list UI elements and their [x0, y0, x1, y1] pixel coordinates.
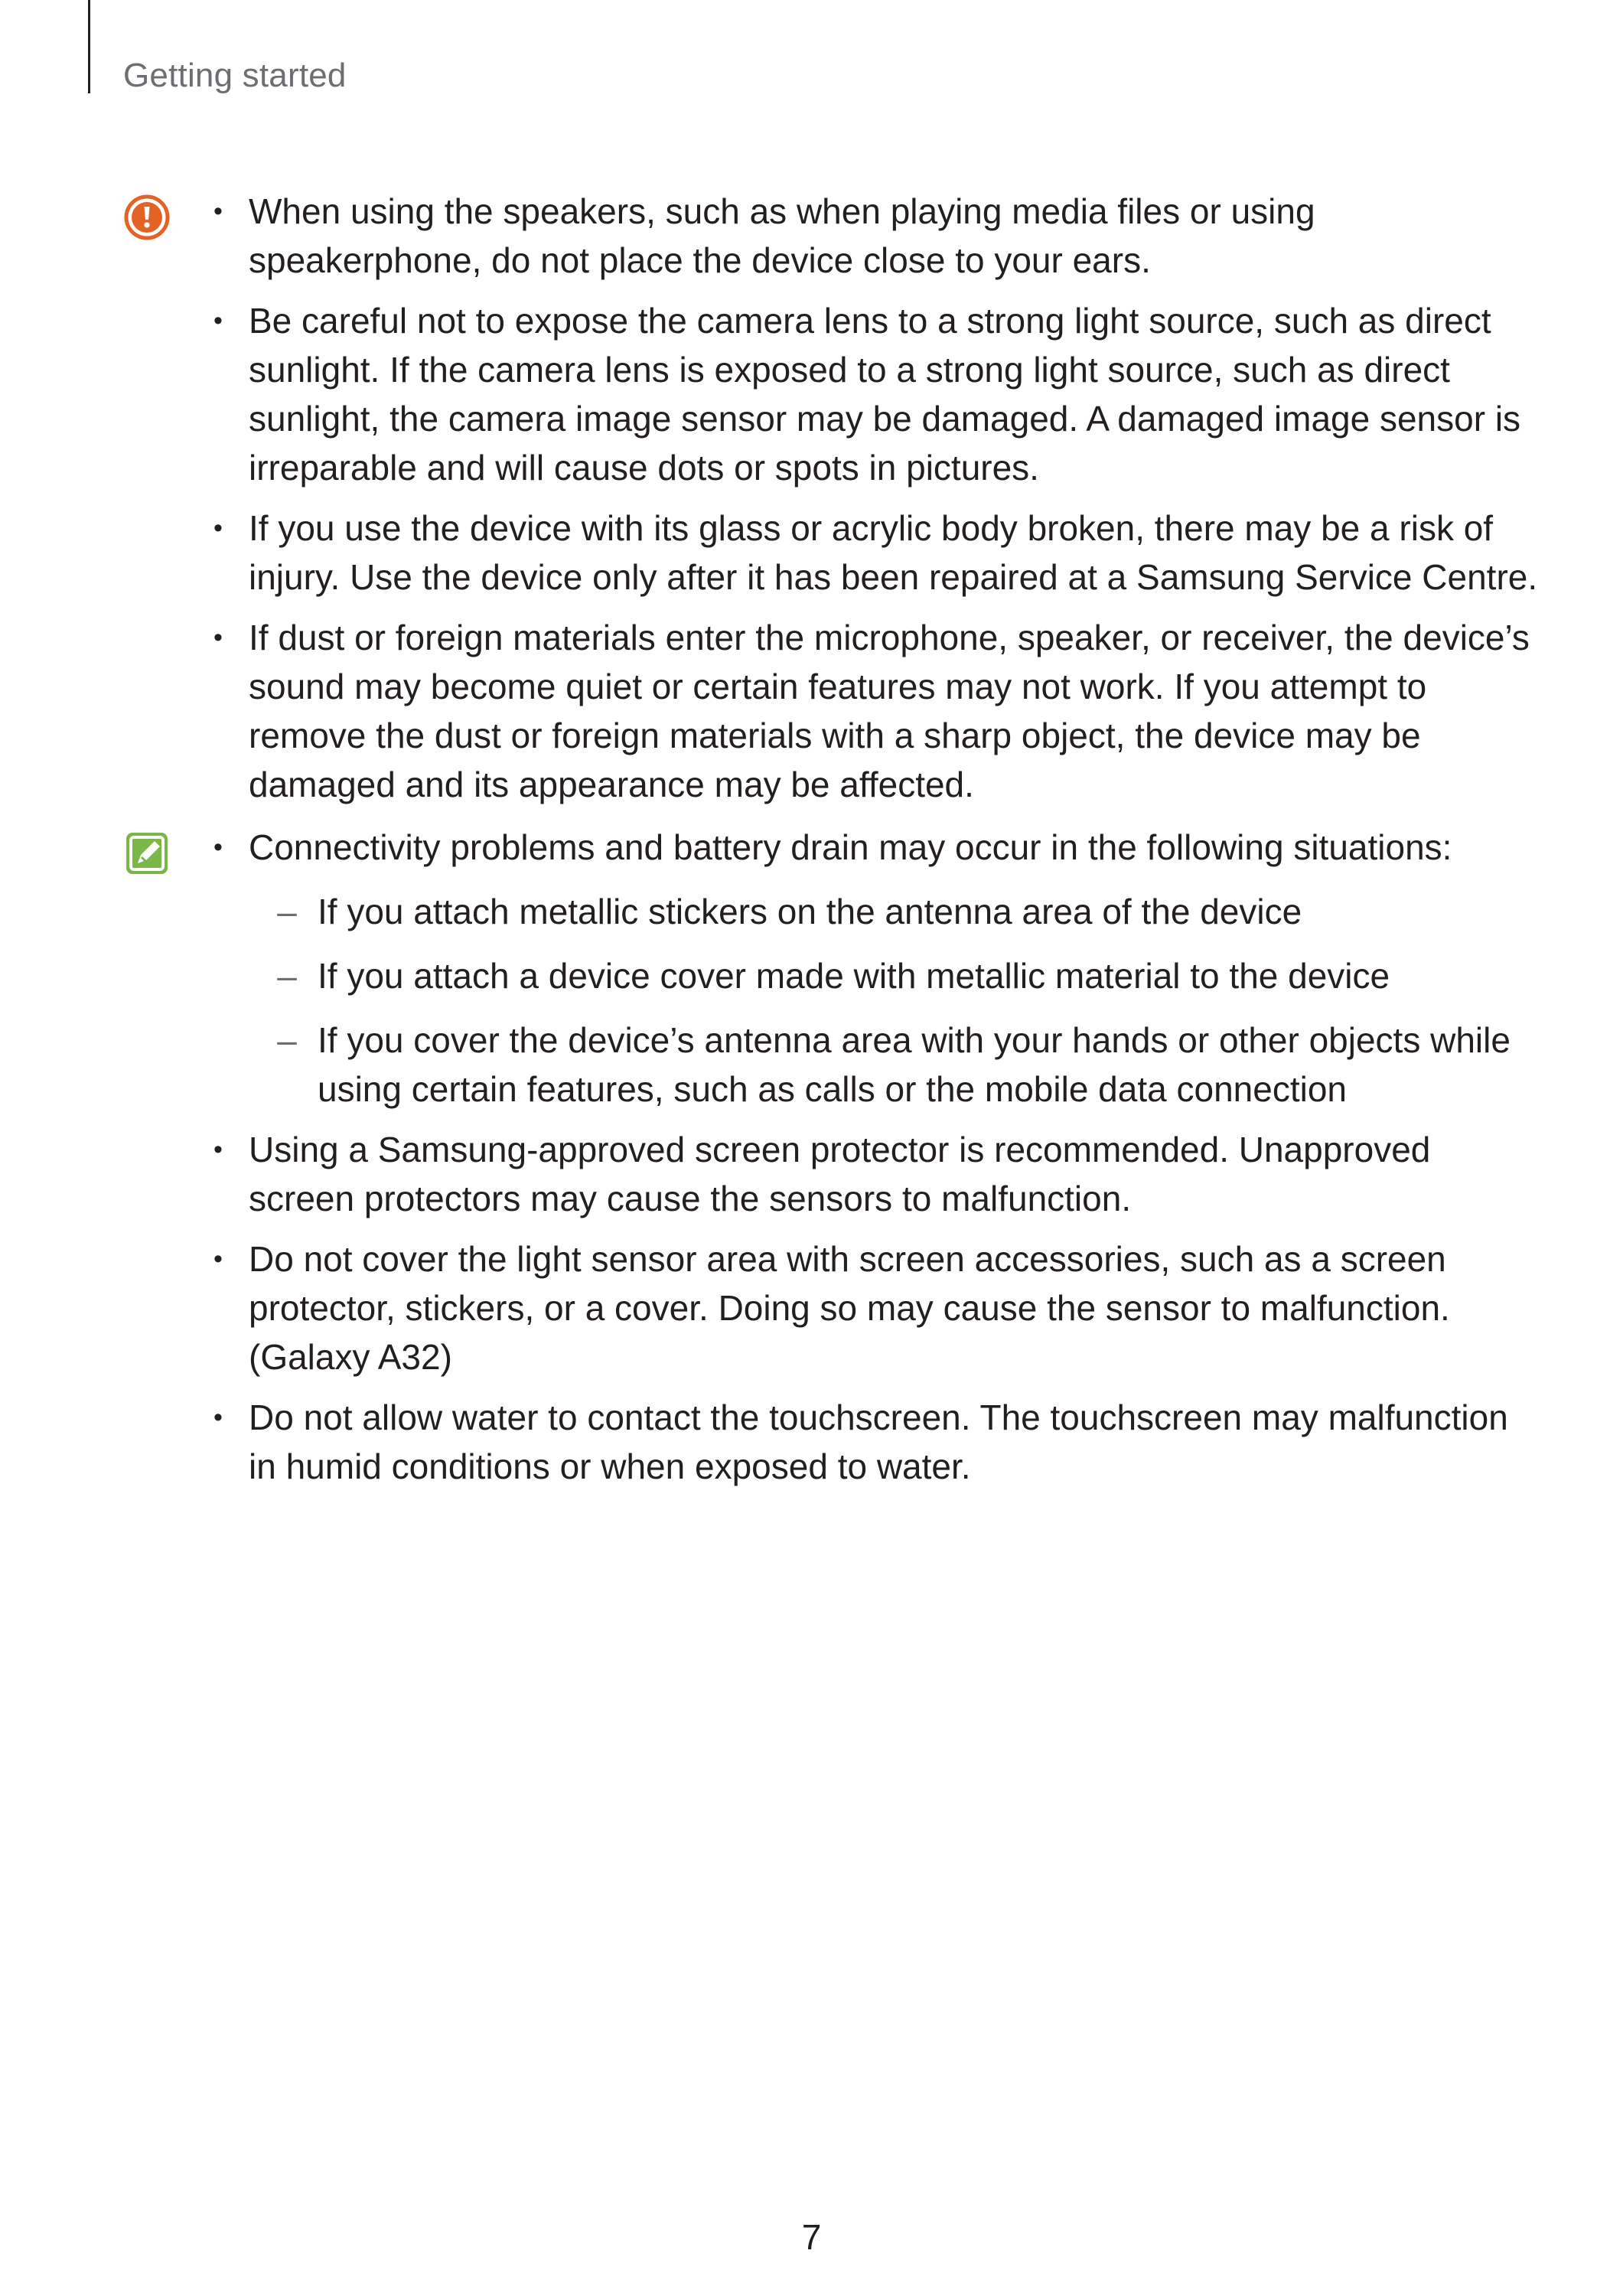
sub-list-item	[207, 887, 1538, 936]
note-text: Do not allow water to contact the touchscreen. The touchscreen may malfunction in humid conditions or when exposed to water.	[249, 1397, 1508, 1486]
bullet: •	[213, 1244, 223, 1274]
sub-list	[249, 887, 1538, 1114]
note-list	[207, 823, 1538, 1491]
sub-list-item	[207, 951, 1538, 1000]
caution-text: If you use the device with its glass or acrylic body broken, there may be a risk of injury. Use the device only after it has been repaired at a Samsung Service Centre.	[249, 508, 1538, 597]
caution-list	[207, 187, 1538, 809]
caution-text: Be careful not to expose the camera lens to a strong light source, such as direct sunlight. If the camera lens is exposed to a strong light source, such as direct sunlight, the camera image sensor may be damaged. A damaged image sensor is irreparable and will cause dots or spots in pictures.	[249, 301, 1521, 488]
list-item	[207, 613, 1538, 809]
note-text: Connectivity problems and battery drain may occur in the following situations:	[249, 827, 1452, 867]
bullet: •	[213, 306, 223, 335]
note-text: Using a Samsung-approved screen protector is recommended. Unapproved screen protectors may cause the sensors to malfunction.	[249, 1130, 1431, 1218]
list-item	[207, 1234, 1538, 1381]
sub-list-item	[207, 1016, 1538, 1114]
bullet: •	[213, 833, 223, 862]
list-item	[207, 296, 1538, 492]
caution-text: When using the speakers, such as when playing media files or using speakerphone, do not place the device close to your ears.	[249, 191, 1315, 280]
note-icon	[123, 830, 171, 877]
caution-icon	[123, 194, 171, 241]
dash: –	[277, 1020, 297, 1060]
list-item	[207, 187, 1538, 285]
bullet: •	[213, 514, 223, 543]
caution-text: If dust or foreign materials enter the microphone, speaker, or receiver, the device’s sound may become quiet or certain features may not work. If you attempt to remove the dust or foreign materials with a sharp object, the device may be damaged and its appearance may be affected.	[249, 618, 1530, 804]
bullet: •	[213, 623, 223, 652]
note-text: Do not cover the light sensor area with screen accessories, such as a screen protector, stickers, or a cover. Doing so may cause the sensor to malfunction. (Galaxy A32)	[249, 1239, 1450, 1377]
bullet: •	[213, 197, 223, 226]
list-item	[207, 504, 1538, 602]
dash: –	[277, 892, 297, 931]
bullet: •	[213, 1403, 223, 1432]
list-item	[207, 823, 1538, 1114]
list-item	[207, 1393, 1538, 1491]
page-number: 7	[801, 2217, 822, 2257]
sub-text: If you attach a device cover made with metallic material to the device	[318, 956, 1390, 996]
list-item	[207, 1125, 1538, 1223]
bullet: •	[213, 1135, 223, 1164]
page-edge-rule	[88, 0, 90, 93]
sub-text: If you attach metallic stickers on the antenna area of the device	[318, 892, 1302, 931]
section-header: Getting started	[123, 57, 347, 94]
sub-text: If you cover the device’s antenna area with your hands or other objects while using certain features, such as calls or the mobile data connection	[318, 1020, 1511, 1109]
dash: –	[277, 956, 297, 996]
